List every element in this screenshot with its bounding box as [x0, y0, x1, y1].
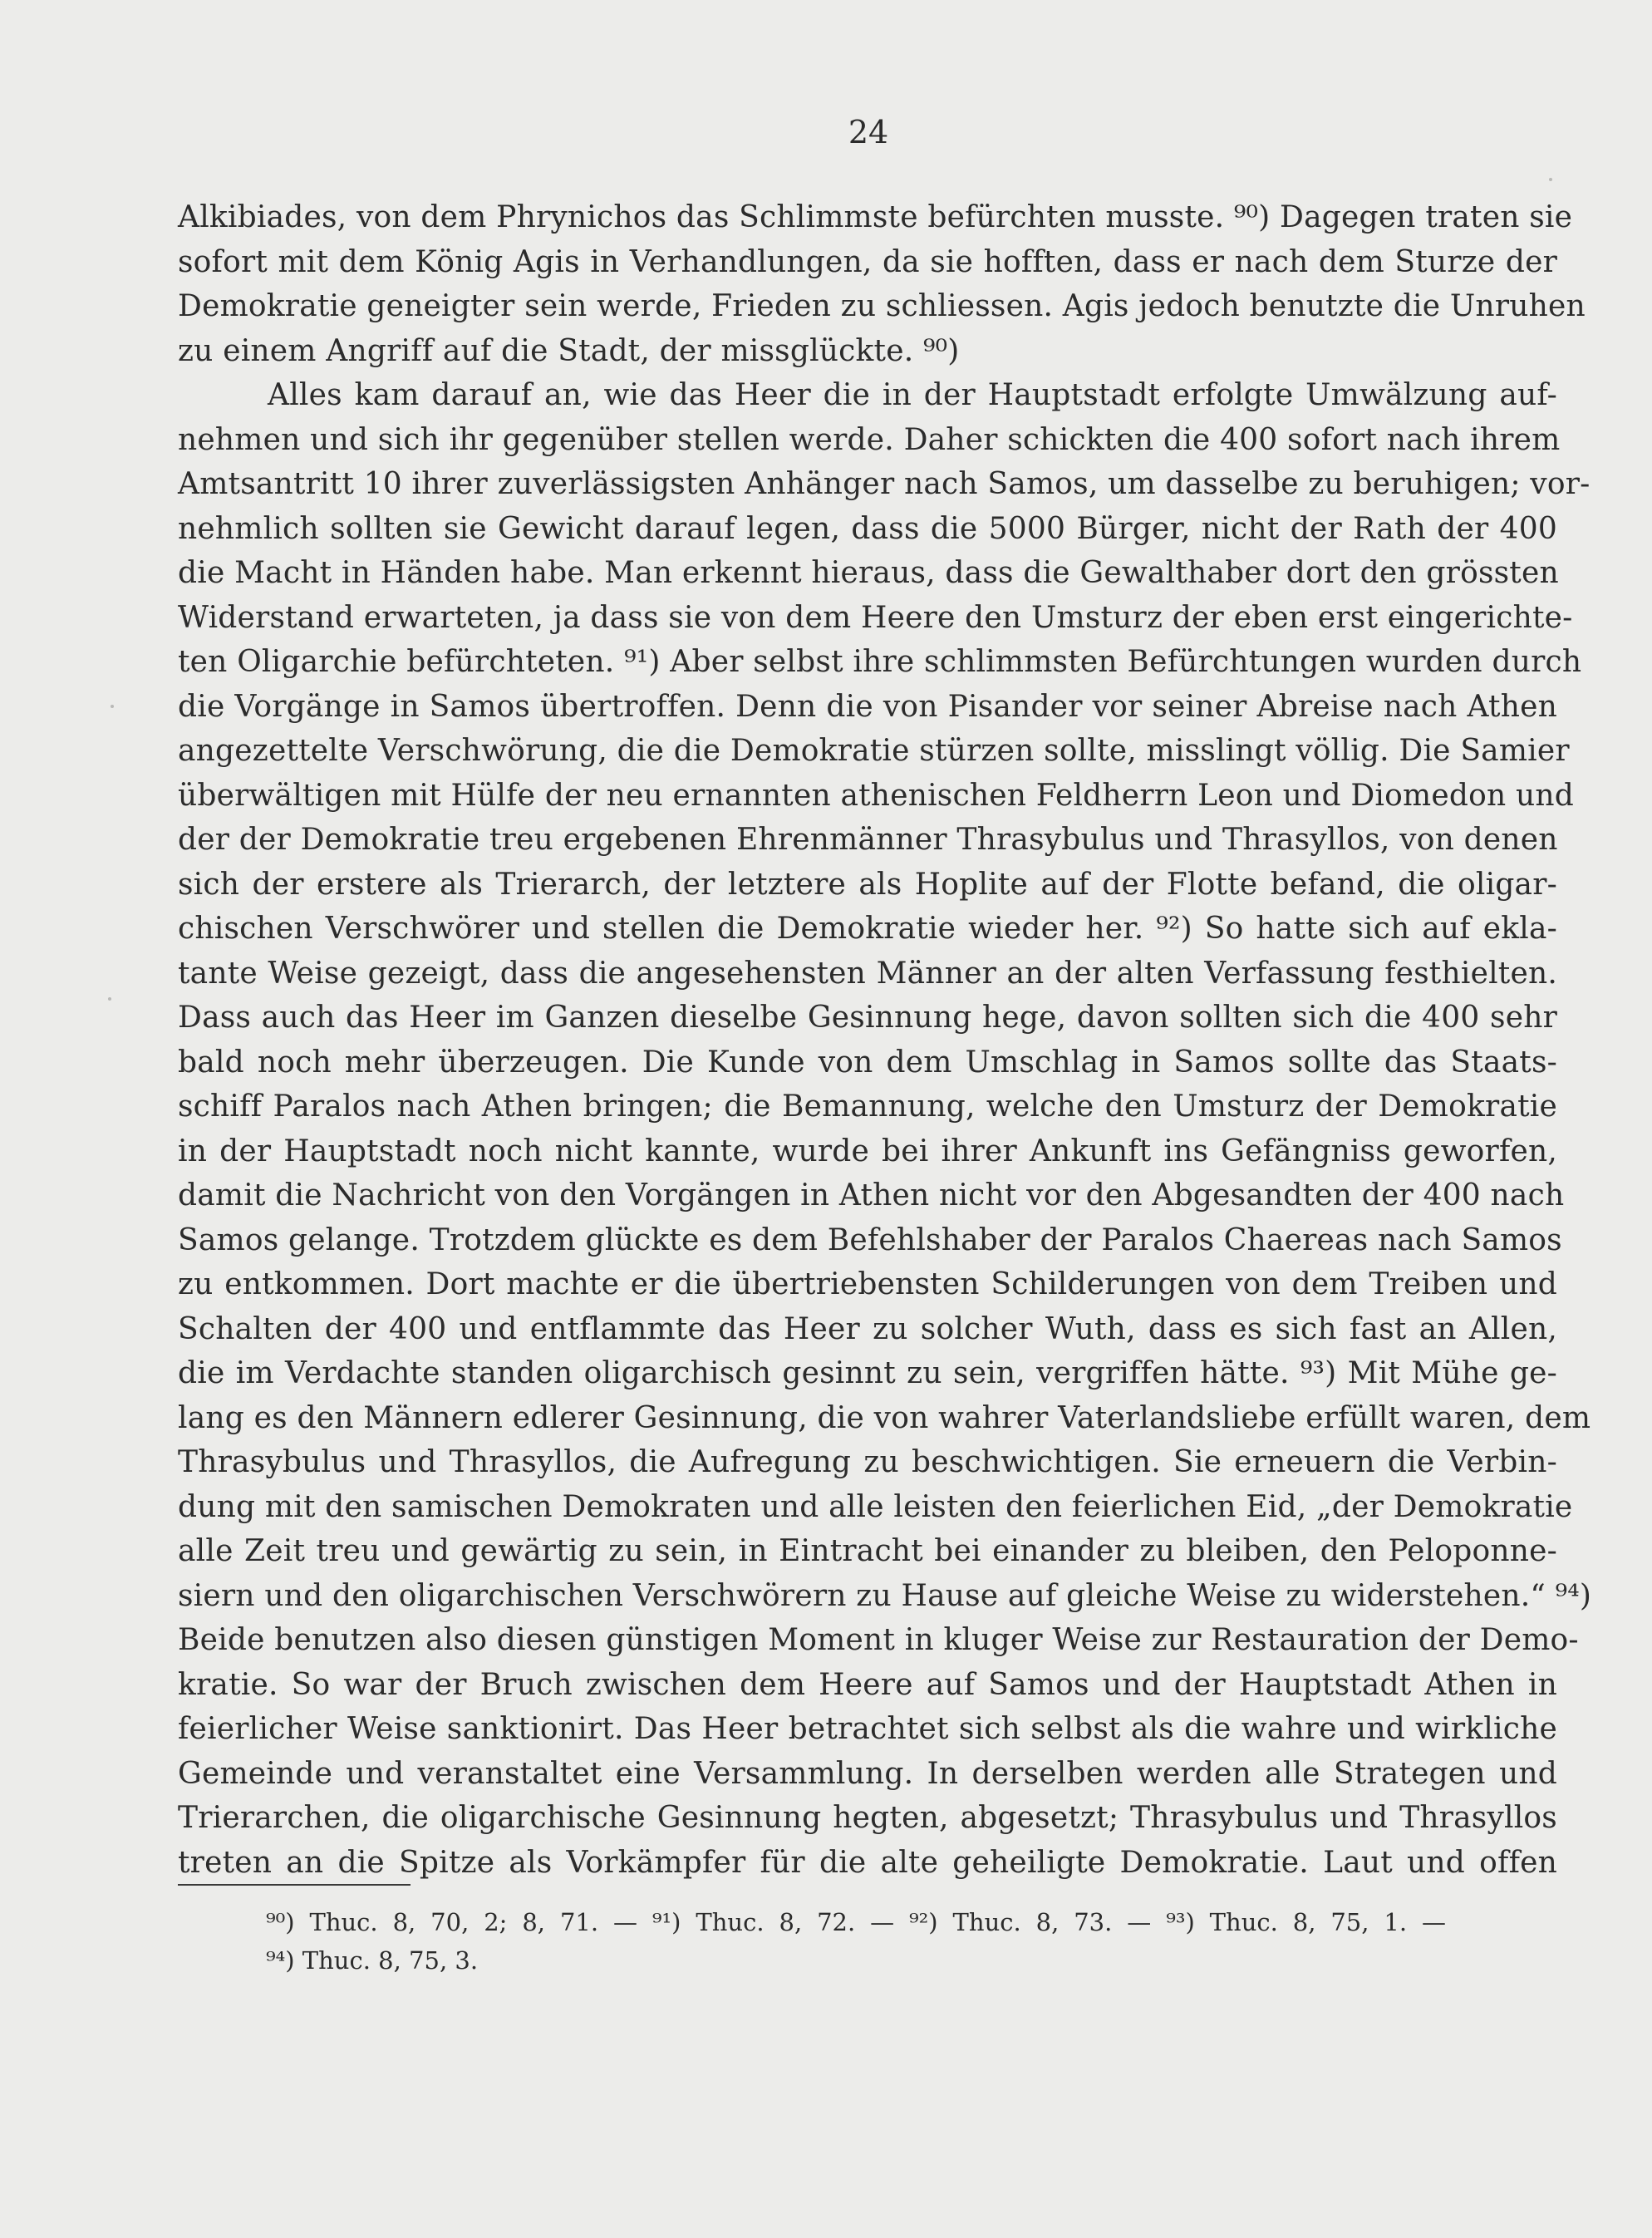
text-line: Amtsantritt 10 ihrer zuverlässigsten Anhänger nach Samos, um dasselbe zu beruhigen; vor-: [178, 467, 1591, 501]
paper-speck: [111, 705, 114, 708]
text-line: Alkibiades, von dem Phrynichos das Schlimmste befürchten musste. ⁹⁰) Dagegen traten sie: [178, 200, 1573, 234]
footnotes: [266, 1903, 1446, 1980]
text-line: zu einem Angriff auf die Stadt, der missglückte. ⁹⁰): [178, 333, 960, 368]
text-line: der der Demokratie treu ergebenen Ehrenmänner Thrasybulus und Thrasyllos, von denen: [178, 823, 1558, 857]
footnote-line: ⁹⁰) Thuc. 8, 70, 2; 8, 71. — ⁹¹) Thuc. 8, 72. — ⁹²) Thuc. 8, 73. — ⁹³) Thuc. 8, 75, 1. —: [266, 1908, 1446, 1936]
text-line: tante Weise gezeigt, dass die angesehensten Männer an der alten Verfassung festhielten.: [178, 956, 1557, 991]
paper-speck: [108, 997, 111, 1001]
text-line: angezettelte Verschwörung, die die Demokratie stürzen sollte, misslingt völlig. Die Samier: [178, 734, 1570, 768]
text-line: Gemeinde und veranstaltet eine Versammlung. In derselben werden alle Strategen und: [178, 1756, 1557, 1791]
text-line: chischen Verschwörer und stellen die Demokratie wieder her. ⁹²) So hatte sich auf ekla-: [178, 912, 1557, 946]
text-line: nehmlich sollten sie Gewicht darauf legen, dass die 5000 Bürger, nicht der Rath der 400: [178, 511, 1557, 546]
text-line: feierlicher Weise sanktionirt. Das Heer betrachtet sich selbst als die wahre und wirkliche: [178, 1712, 1557, 1746]
text-line: treten an die Spitze als Vorkämpfer für die alte geheiligte Demokratie. Laut und offen: [178, 1845, 1557, 1880]
text-line: Beide benutzen also diesen günstigen Moment in kluger Weise zur Restauration der Demo-: [178, 1623, 1579, 1657]
paper-speck: [1549, 178, 1552, 181]
text-line: sofort mit dem König Agis in Verhandlungen, da sie hofften, dass er nach dem Sturze der: [178, 244, 1557, 279]
text-line: zu entkommen. Dort machte er die übertriebensten Schilderungen von dem Treiben und: [178, 1267, 1557, 1301]
text-line: die Vorgänge in Samos übertroffen. Denn die von Pisander vor seiner Abreise nach Athen: [178, 689, 1557, 724]
text-line: Schalten der 400 und entflammte das Heer zu solcher Wuth, dass es sich fast an Allen,: [178, 1311, 1557, 1346]
text-line: Widerstand erwarteten, ja dass sie von dem Heere den Umsturz der eben erst eingerichte-: [178, 600, 1573, 635]
text-line: ten Oligarchie befürchteten. ⁹¹) Aber selbst ihre schlimmsten Befürchtungen wurden durch: [178, 645, 1582, 679]
text-line: siern und den oligarchischen Verschwörern zu Hause auf gleiche Weise zu widerstehen.“ ⁹⁴): [178, 1578, 1592, 1613]
text-line: nehmen und sich ihr gegenüber stellen werde. Daher schickten die 400 sofort nach ihrem: [178, 422, 1561, 457]
text-line: Dass auch das Heer im Ganzen dieselbe Gesinnung hege, davon sollten sich die 400 sehr: [178, 1001, 1557, 1035]
text-line: überwältigen mit Hülfe der neu ernannten athenischen Feldherrn Leon und Diomedon und: [178, 778, 1574, 813]
footnote-divider: [178, 1884, 411, 1886]
text-line: Samos gelange. Trotzdem glückte es dem Befehlshaber der Paralos Chaereas nach Samos: [178, 1222, 1562, 1257]
text-line: kratie. So war der Bruch zwischen dem Heere auf Samos und der Hauptstadt Athen in: [178, 1667, 1557, 1702]
text-line: Alles kam darauf an, wie das Heer die in der Hauptstadt erfolgte Umwälzung auf-: [268, 378, 1557, 412]
text-line: damit die Nachricht von den Vorgängen in Athen nicht vor den Abgesandten der 400 nach: [178, 1178, 1565, 1212]
body-text: [178, 195, 1592, 1885]
text-line: die im Verdachte standen oligarchisch gesinnt zu sein, vergriffen hätte. ⁹³) Mit Mühe ge-: [178, 1356, 1557, 1390]
text-line: Thrasybulus und Thrasyllos, die Aufregung zu beschwichtigen. Sie erneuern die Verbin-: [178, 1445, 1557, 1479]
text-line: Trierarchen, die oligarchische Gesinnung hegten, abgesetzt; Thrasybulus und Thrasyllos: [178, 1801, 1557, 1835]
text-line: alle Zeit treu und gewärtig zu sein, in Eintracht bei einander zu bleiben, den Peloponne-: [178, 1534, 1557, 1568]
text-line: schiff Paralos nach Athen bringen; die Bemannung, welche den Umsturz der Demokratie: [178, 1089, 1557, 1124]
text-line: dung mit den samischen Demokraten und alle leisten den feierlichen Eid, „der Demokratie: [178, 1489, 1573, 1524]
text-line: die Macht in Händen habe. Man erkennt hieraus, dass die Gewalthaber dort den grössten: [178, 556, 1559, 590]
text-line: sich der erstere als Trierarch, der letztere als Hoplite auf der Flotte befand, die oligar-: [178, 867, 1557, 902]
text-line: bald noch mehr überzeugen. Die Kunde von dem Umschlag in Samos sollte das Staats-: [178, 1045, 1557, 1080]
page-number: 24: [848, 114, 889, 150]
footnote-line: ⁹⁴) Thuc. 8, 75, 3.: [266, 1946, 479, 1975]
text-line: in der Hauptstadt noch nicht kannte, wurde bei ihrer Ankunft ins Gefängniss geworfen,: [178, 1134, 1557, 1168]
text-line: Demokratie geneigter sein werde, Frieden zu schliessen. Agis jedoch benutzte die Unruhen: [178, 289, 1586, 323]
text-line: lang es den Männern edlerer Gesinnung, die von wahrer Vaterlandsliebe erfüllt waren, dem: [178, 1400, 1591, 1435]
